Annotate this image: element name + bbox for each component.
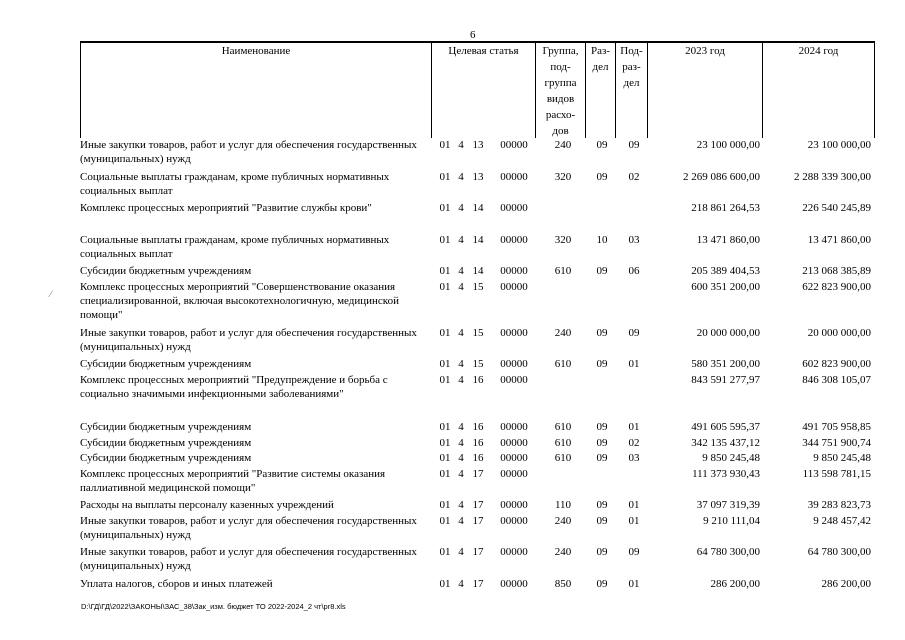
cell-y2024: 113 598 781,15 [802, 468, 871, 480]
cell-dir: 00000 [500, 234, 528, 246]
cell-razd: 09 [596, 139, 608, 151]
cell-main: 16 [472, 374, 484, 386]
header-2023: 2023 год [648, 43, 763, 138]
cell-y2024: 622 823 900,00 [802, 281, 871, 293]
cell-prog: 01 [439, 437, 451, 449]
cell-y2023: 843 591 277,97 [691, 374, 760, 386]
cell-grp: 240 [554, 139, 572, 151]
cell-dir: 00000 [500, 358, 528, 370]
cell-prog: 01 [439, 327, 451, 339]
cell-dir: 00000 [500, 437, 528, 449]
cell-sub: 4 [458, 374, 464, 386]
cell-razd: 10 [596, 234, 608, 246]
cell-y2024: 13 471 860,00 [807, 234, 871, 246]
cell-razd: 09 [596, 546, 608, 558]
cell-dir: 00000 [500, 171, 528, 183]
cell-razd: 09 [596, 499, 608, 511]
cell-name: Социальные выплаты гражданам, кроме публичных нормативных социальных выплат [80, 171, 390, 197]
cell-dir: 00000 [500, 421, 528, 433]
cell-podr: 01 [628, 421, 640, 433]
cell-name: Уплата налогов, сборов и иных платежей [80, 578, 273, 590]
cell-y2023: 20 000 000,00 [696, 327, 760, 339]
cell-y2023: 9 210 111,04 [703, 515, 760, 527]
cell-dir: 00000 [500, 515, 528, 527]
cell-dir: 00000 [500, 281, 528, 293]
cell-name: Иные закупки товаров, работ и услуг для обеспечения государственных (муниципальных) нужд [80, 546, 417, 572]
cell-podr: 06 [628, 265, 640, 277]
cell-name: Субсидии бюджетным учреждениям [80, 421, 252, 433]
cell-prog: 01 [439, 234, 451, 246]
cell-sub: 4 [458, 515, 464, 527]
cell-grp: 320 [554, 171, 572, 183]
cell-prog: 01 [439, 546, 451, 558]
cell-y2024: 602 823 900,00 [802, 358, 871, 370]
cell-razd: 09 [596, 421, 608, 433]
cell-name: Комплекс процессных мероприятий "Совершенствование оказания специализированной, включая высокотехнологичную, медицинской помощи" [80, 281, 399, 321]
margin-mark: ⁄ [50, 289, 52, 299]
cell-y2024: 64 780 300,00 [807, 546, 871, 558]
file-path-footer: D:\ГД\ГД\2022\ЗАКОНЫ\ЗАС_38\Зак_изм. бюджет ТО 2022-2024_2 чт\pr8.xls [81, 602, 346, 611]
cell-prog: 01 [439, 202, 451, 214]
cell-sub: 4 [458, 546, 464, 558]
cell-name: Субсидии бюджетным учреждениям [80, 452, 252, 464]
cell-razd: 09 [596, 265, 608, 277]
cell-y2023: 2 269 086 600,00 [683, 171, 760, 183]
cell-main: 15 [472, 327, 484, 339]
cell-dir: 00000 [500, 374, 528, 386]
cell-name: Субсидии бюджетным учреждениям [80, 358, 252, 370]
cell-dir: 00000 [500, 578, 528, 590]
cell-sub: 4 [458, 327, 464, 339]
cell-y2024: 2 288 339 300,00 [794, 171, 871, 183]
cell-y2024: 344 751 900,74 [802, 437, 871, 449]
cell-sub: 4 [458, 468, 464, 480]
cell-grp: 610 [554, 437, 572, 449]
cell-sub: 4 [458, 499, 464, 511]
cell-main: 13 [472, 171, 484, 183]
cell-main: 16 [472, 437, 484, 449]
cell-sub: 4 [458, 202, 464, 214]
cell-podr: 09 [628, 139, 640, 151]
cell-dir: 00000 [500, 202, 528, 214]
cell-y2023: 286 200,00 [710, 578, 760, 590]
cell-name: Комплекс процессных мероприятий "Предупреждение и борьба с социально значимыми инфекционными заболеваниями" [80, 374, 388, 400]
cell-prog: 01 [439, 139, 451, 151]
cell-main: 14 [472, 202, 484, 214]
cell-y2024: 846 308 105,07 [802, 374, 871, 386]
cell-podr: 01 [628, 499, 640, 511]
cell-grp: 850 [554, 578, 572, 590]
cell-razd: 09 [596, 358, 608, 370]
cell-grp: 320 [554, 234, 572, 246]
cell-podr: 01 [628, 358, 640, 370]
cell-main: 17 [472, 468, 484, 480]
cell-razd: 09 [596, 327, 608, 339]
cell-y2024: 9 248 457,42 [813, 515, 871, 527]
cell-podr: 03 [628, 452, 640, 464]
cell-prog: 01 [439, 578, 451, 590]
cell-y2024: 23 100 000,00 [807, 139, 871, 151]
cell-dir: 00000 [500, 499, 528, 511]
cell-prog: 01 [439, 452, 451, 464]
cell-y2023: 205 389 404,53 [691, 265, 760, 277]
cell-y2023: 37 097 319,39 [696, 499, 760, 511]
cell-dir: 00000 [500, 327, 528, 339]
cell-y2023: 218 861 264,53 [691, 202, 760, 214]
cell-sub: 4 [458, 171, 464, 183]
cell-sub: 4 [458, 265, 464, 277]
cell-podr: 01 [628, 578, 640, 590]
cell-name: Расходы на выплаты персоналу казенных учреждений [80, 499, 334, 511]
cell-grp: 610 [554, 358, 572, 370]
cell-prog: 01 [439, 499, 451, 511]
cell-podr: 02 [628, 171, 640, 183]
cell-prog: 01 [439, 468, 451, 480]
cell-y2023: 342 135 437,12 [691, 437, 760, 449]
cell-grp: 610 [554, 421, 572, 433]
cell-podr: 09 [628, 327, 640, 339]
cell-main: 14 [472, 265, 484, 277]
cell-y2024: 226 540 245,89 [802, 202, 871, 214]
cell-grp: 610 [554, 452, 572, 464]
cell-y2024: 39 283 823,73 [807, 499, 871, 511]
cell-y2023: 491 605 595,37 [691, 421, 760, 433]
cell-name: Иные закупки товаров, работ и услуг для обеспечения государственных (муниципальных) нужд [80, 139, 417, 165]
cell-y2024: 491 705 958,85 [802, 421, 871, 433]
cell-prog: 01 [439, 515, 451, 527]
cell-podr: 02 [628, 437, 640, 449]
cell-dir: 00000 [500, 265, 528, 277]
cell-sub: 4 [458, 358, 464, 370]
cell-y2023: 600 351 200,00 [691, 281, 760, 293]
cell-podr: 03 [628, 234, 640, 246]
cell-sub: 4 [458, 281, 464, 293]
cell-prog: 01 [439, 374, 451, 386]
cell-razd: 09 [596, 515, 608, 527]
cell-main: 17 [472, 499, 484, 511]
cell-name: Субсидии бюджетным учреждениям [80, 437, 252, 449]
cell-razd: 09 [596, 578, 608, 590]
cell-y2023: 23 100 000,00 [696, 139, 760, 151]
cell-y2023: 580 351 200,00 [691, 358, 760, 370]
cell-grp: 240 [554, 515, 572, 527]
cell-name: Иные закупки товаров, работ и услуг для обеспечения государственных (муниципальных) нужд [80, 515, 417, 541]
cell-dir: 00000 [500, 452, 528, 464]
cell-sub: 4 [458, 421, 464, 433]
header-target: Целевая статья [432, 43, 536, 138]
cell-main: 17 [472, 546, 484, 558]
cell-prog: 01 [439, 171, 451, 183]
header-podrazdel: Под- раз- дел [616, 43, 648, 138]
cell-name: Комплекс процессных мероприятий "Развитие системы оказания паллиативной медицинской помощи" [80, 468, 386, 494]
header-2024: 2024 год [763, 43, 875, 138]
cell-grp: 240 [554, 546, 572, 558]
cell-name: Комплекс процессных мероприятий "Развитие службы крови" [80, 202, 372, 214]
cell-podr: 01 [628, 515, 640, 527]
cell-grp: 240 [554, 327, 572, 339]
cell-dir: 00000 [500, 139, 528, 151]
cell-dir: 00000 [500, 546, 528, 558]
cell-razd: 09 [596, 452, 608, 464]
cell-sub: 4 [458, 437, 464, 449]
cell-name: Иные закупки товаров, работ и услуг для обеспечения государственных (муниципальных) нужд [80, 327, 417, 353]
page-number: 6 [470, 29, 476, 41]
cell-prog: 01 [439, 281, 451, 293]
cell-sub: 4 [458, 452, 464, 464]
cell-y2023: 9 850 245,48 [702, 452, 760, 464]
cell-main: 15 [472, 281, 484, 293]
cell-main: 16 [472, 452, 484, 464]
cell-y2024: 20 000 000,00 [807, 327, 871, 339]
cell-main: 17 [472, 578, 484, 590]
cell-y2023: 111 373 930,43 [692, 468, 760, 480]
cell-sub: 4 [458, 578, 464, 590]
cell-main: 14 [472, 234, 484, 246]
cell-prog: 01 [439, 358, 451, 370]
cell-razd: 09 [596, 437, 608, 449]
cell-y2023: 13 471 860,00 [696, 234, 760, 246]
cell-main: 17 [472, 515, 484, 527]
cell-main: 13 [472, 139, 484, 151]
cell-grp: 610 [554, 265, 572, 277]
cell-name: Социальные выплаты гражданам, кроме публичных нормативных социальных выплат [80, 234, 390, 260]
cell-y2024: 213 068 385,89 [802, 265, 871, 277]
cell-main: 15 [472, 358, 484, 370]
cell-razd: 09 [596, 171, 608, 183]
header-group: Группа, под- группа видов расхо- дов [536, 43, 586, 138]
cell-sub: 4 [458, 234, 464, 246]
cell-sub: 4 [458, 139, 464, 151]
header-razdel: Раз- дел [586, 43, 616, 138]
cell-y2024: 9 850 245,48 [813, 452, 871, 464]
cell-grp: 110 [554, 499, 572, 511]
cell-name: Субсидии бюджетным учреждениям [80, 265, 252, 277]
cell-prog: 01 [439, 421, 451, 433]
cell-main: 16 [472, 421, 484, 433]
cell-y2023: 64 780 300,00 [696, 546, 760, 558]
cell-y2024: 286 200,00 [821, 578, 871, 590]
cell-dir: 00000 [500, 468, 528, 480]
cell-prog: 01 [439, 265, 451, 277]
cell-podr: 09 [628, 546, 640, 558]
header-name: Наименование [80, 43, 432, 138]
